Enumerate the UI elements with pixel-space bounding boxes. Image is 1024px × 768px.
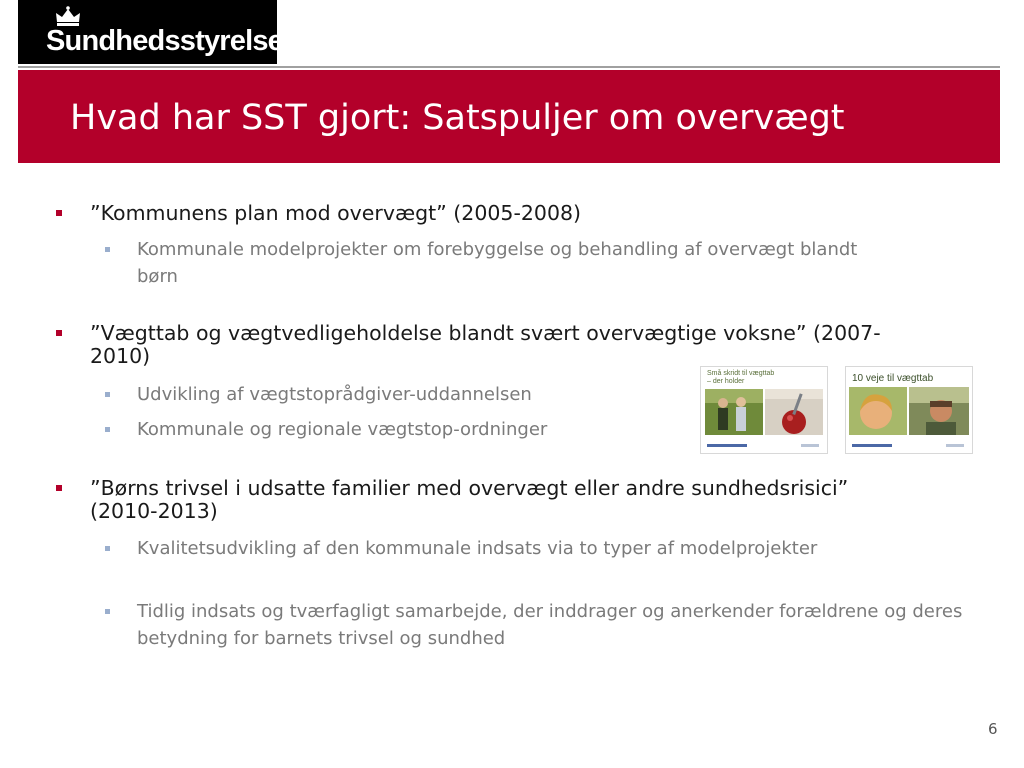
bullet-level2 xyxy=(137,381,677,408)
bullet-text: ”Børns trivsel i udsatte familier med overvægt eller andre sundhedsrisici” (2010-2013) xyxy=(90,476,849,523)
brochure-caption: Små skridt til vægttab – der holder xyxy=(707,370,775,385)
bullet-level2 xyxy=(137,416,677,443)
sub-bullet-marker xyxy=(105,609,110,614)
brochure-caption: 10 veje til vægttab xyxy=(852,373,934,384)
sub-bullet-text: Kvalitetsudvikling af den kommunale indsats via to typer af modelprojekter xyxy=(137,538,818,559)
bullet-marker xyxy=(56,210,62,216)
page-number: 6 xyxy=(988,720,998,738)
sub-bullet-marker xyxy=(105,247,110,252)
bullet-level2 xyxy=(137,535,897,562)
brochure-thumbnail-left xyxy=(700,366,828,454)
bullet-level1 xyxy=(90,477,890,523)
brochure-footer xyxy=(846,439,972,453)
sub-bullet-text: Tidlig indsats og tværfagligt samarbejde, der inddrager og anerkender forældrene og deres betydning for barnets trivsel og sundhed xyxy=(137,601,963,649)
brochure-footer xyxy=(701,439,827,453)
sub-bullet-marker xyxy=(105,546,110,551)
bullet-level1 xyxy=(90,322,890,368)
bullet-marker xyxy=(56,330,62,336)
bullet-text: ”Vægttab og vægtvedligeholdelse blandt svært overvægtige voksne” (2007-2010) xyxy=(90,321,881,368)
bullet-marker xyxy=(56,485,62,491)
sub-bullet-text: Kommunale modelprojekter om forebyggelse og behandling af overvægt blandt børn xyxy=(137,239,858,287)
logo-text: Sundhedsstyrelsen xyxy=(46,25,300,57)
slide-title: Hvad har SST gjort: Satspuljer om overvægt xyxy=(70,98,845,138)
sub-bullet-text: Kommunale og regionale vægtstop-ordninger xyxy=(137,419,548,440)
title-bar xyxy=(18,70,1000,163)
sub-bullet-marker xyxy=(105,392,110,397)
crown-icon xyxy=(54,6,82,26)
header-divider xyxy=(18,66,1000,68)
brochure-thumbnail-right xyxy=(845,366,973,454)
bullet-text: ”Kommunens plan mod overvægt” (2005-2008) xyxy=(90,201,582,225)
bullet-level2 xyxy=(137,236,897,290)
sub-bullet-text: Udvikling af vægtstoprådgiver-uddannelsen xyxy=(137,384,532,405)
bullet-level2 xyxy=(137,598,967,652)
logo xyxy=(18,0,300,64)
bullet-level1 xyxy=(90,202,890,225)
sub-bullet-marker xyxy=(105,427,110,432)
